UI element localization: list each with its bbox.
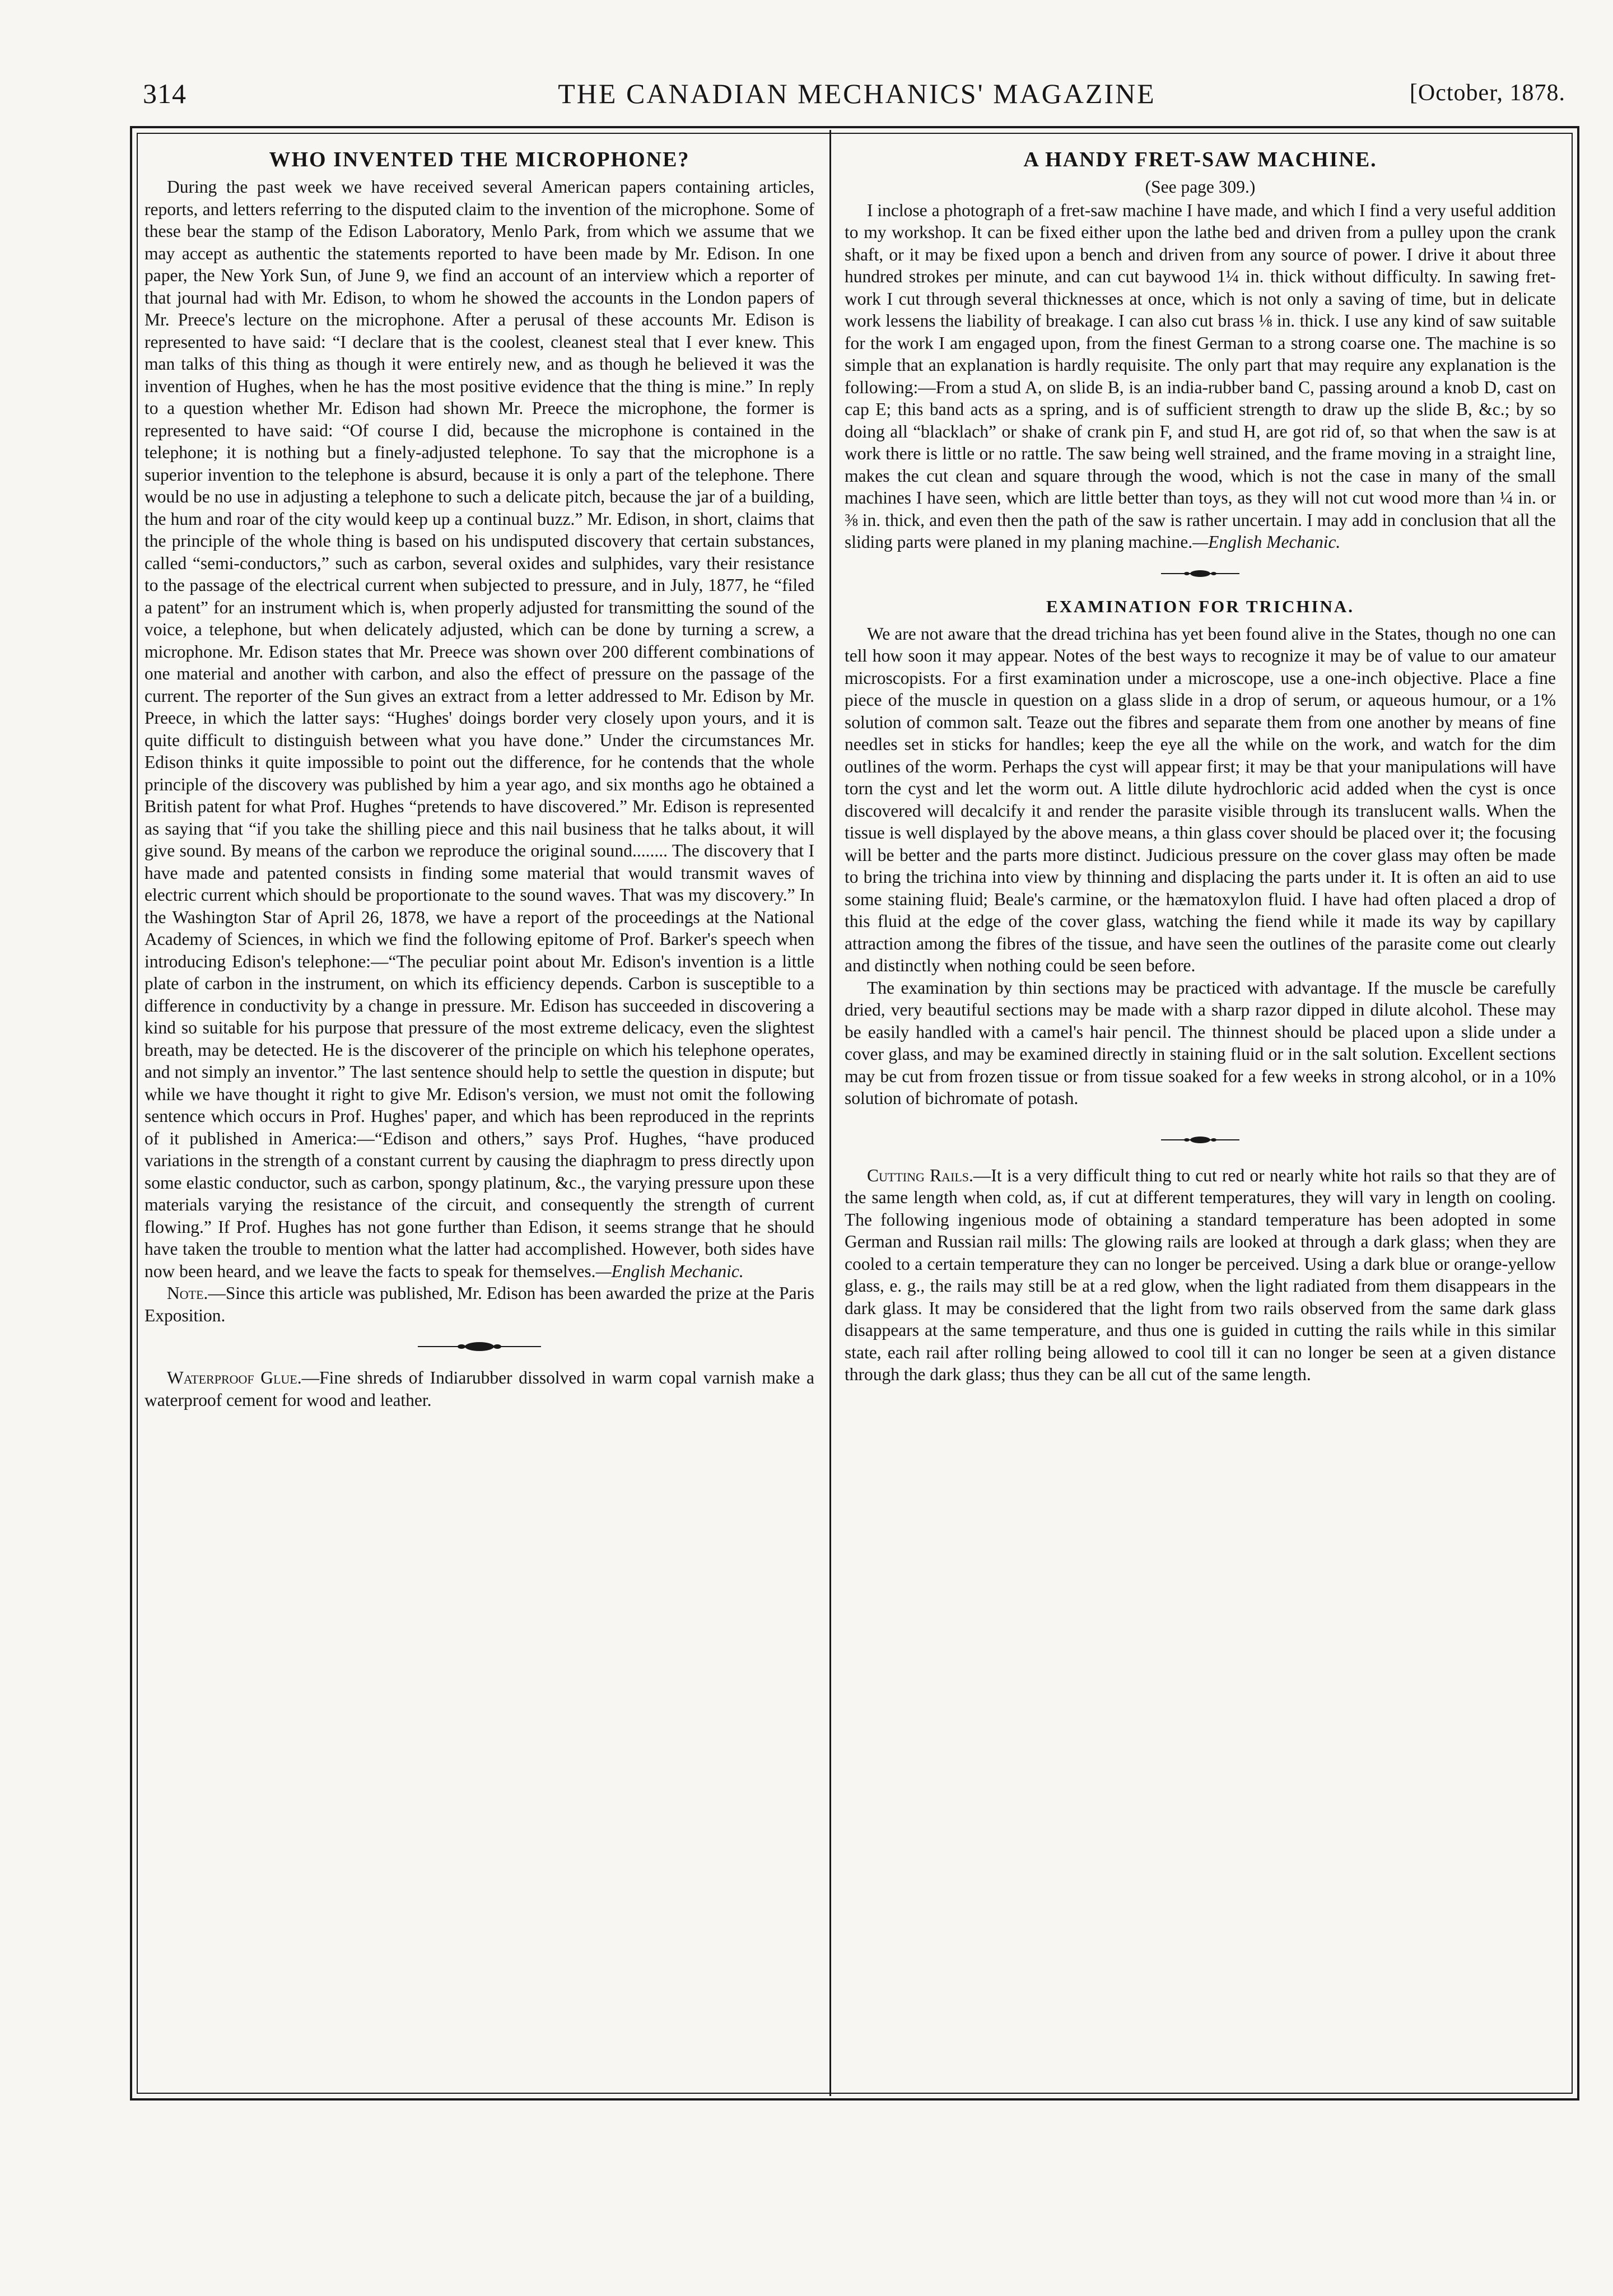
running-header <box>137 72 1577 117</box>
glue-label: Waterproof Glue. <box>167 1368 302 1387</box>
trichina-article-title: EXAMINATION FOR TRICHINA. <box>1046 596 1355 616</box>
section-ornament <box>1139 566 1262 581</box>
page-number: 314 <box>143 78 187 109</box>
issue-date: [October, 1878. <box>1409 80 1565 106</box>
trichina-paragraph-1: We are not aware that the dread trichina has yet been found alive in the States, though no one can tell how soon it may appear. Notes of the best ways to recognize it may be of value to our amateur microscopists. For a first examination under a microscope, use a one-inch objective. Place a fine piece of the muscle in question on a glass slide in a drop of serum, or aqueous humour, or a 1% solution of common salt. Teaze out the fibres and separate them from one another by means of fine needles set in sticks for handles; keep the eye all the while on the work, and watch for the dim outlines of the worm. Perhaps the cyst will appear first; it may be that your manipulations will have torn the cyst and let the worm out. A little dilute hydrochloric acid added when the cyst is once discovered will decalcify it and render the parasite visible through its translucent walls. When the tissue is well displayed by the above means, a thin glass cover should be placed over it; the focusing will be better and the parts more distinct. Judicious pressure on the cover glass may often be made to bring the trichina into view by thinning and displacing the parts under it. It is often an aid to use some staining fluid; Beale's carmine, or the hæmatoxylon fluid. I have had often placed a drop of this fluid at the edge of the cover glass, watching the fiend while it made its way by capillary attraction among the fibres of the tissue, and have seen the outlines of the parasite come out clearly and distinctly when nothing could be seen before. <box>845 623 1556 975</box>
fretsaw-paragraph: I inclose a photograph of a fret-saw machine I have made, and which I find a very useful addition to my workshop. It can be fixed either upon the lathe bed and driven from a pulley upon the crank shaft, or it may be fixed upon a bench and driven from any source of power. I drive it about three hundred strokes per minute, and can cut baywood 1¼ in. thick without difficulty. In sawing fret-work I cut through several thicknesses at once, which is not only a saving of time, but in delicate work lessens the liability of breakage. I can also cut brass ⅛ in. thick. I use any kind of saw suitable for the work I am engaged upon, from the finest German to a strong coarse one. The machine is so simple that an explanation is hardly requisite. The only part that may require any explanation is the following:—From a stud A, on slide B, is an india-rubber band C, passing around a knob D, cast on cap E; this band acts as a spring, and is of sufficient strength to draw up the slide B, &c.; by so doing all “blacklach” or shake of crank pin F, and stud H, are got rid of, so that when the saw is at work there is little or no rattle. The saw being well strained, and the frame moving in a straight line, makes the cut clean and square through the wood, which is not the case in many of the small machines I have seen, which are little better than toys, as they will not cut wood more than ¼ in. or ⅜ in. thick, and even then the path of the saw is rather uncertain. I may add in conclusion that all the sliding parts were planed in my planing machine. <box>845 200 1556 552</box>
fretsaw-subtitle: (See page 309.) <box>1145 177 1256 197</box>
microphone-note <box>144 1282 814 1326</box>
fretsaw-signature: —English Mechanic. <box>1192 532 1341 552</box>
section-ornament <box>1139 1132 1262 1148</box>
rails-text: —It is a very difficult thing to cut red or nearly white hot rails so that they are of the same length when cold, as, if cut at different temperatures, they will vary in length on cooling. The following ingenious mode of obtaining a standard temperature has been adopted in some German and Russian rail mills: The glowing rails are looked at through a dark glass; when they are cooled to a certain temperature they can no longer be perceived. Using a dark blue or orange-yellow glass, e. g., the rails may still be at a red glow, when the light radiated from them disappears in the dark glass. It may be considered that the light from two rails observed from the same dark glass disappears at the same temperature, and thus one is guided in cutting the rails while in this similar state, each rail after rolling being allowed to cool till it can no longer be seen at a given distance through the dark glass; thus they can be all cut of the same length. <box>845 1165 1556 1384</box>
fretsaw-article-body <box>845 199 1556 553</box>
section-ornament <box>418 1339 541 1354</box>
left-column <box>144 147 814 1411</box>
glue-text: —Fine shreds of Indiarubber dissolved in warm copal varnish make a waterproof cement for wood and leather. <box>144 1368 814 1410</box>
waterproof-glue-item <box>144 1367 814 1411</box>
microphone-article-body <box>144 176 814 1282</box>
column-rule <box>829 130 831 2096</box>
microphone-paragraph: During the past week we have received several American papers containing articles, reports, and letters referring to the disputed claim to the invention of the microphone. Some of these bear the stamp of the Edison Laboratory, Menlo Park, from which we assume that we may accept as authentic the statements reported to have been made by Mr. Edison. In one paper, the New York Sun, of June 9, we find an account of an interview which a reporter of that journal had with Mr. Edison, to whom he showed the accounts in the London papers of Mr. Preece's lecture on the microphone. After a perusal of these accounts Mr. Edison is represented to have said: “I declare that is the coolest, cleanest steal that I ever knew. This man talks of this thing as though it were entirely new, and as though he believed it was the invention of Hughes, when he has the most positive evidence that the thing is mine.” In reply to a question whether Mr. Edison had shown Mr. Preece the microphone, the former is represented to have said: “Of course I did, because the microphone is contained in the telephone; it is nothing but a finely-adjusted telephone. To say that the microphone is a superior invention to the telephone is absurd, because it is only a part of the telephone. There would be no use in adjusting a telephone to such a delicate pitch, because the jar of a building, the hum and roar of the city would keep up a continual buzz.” Mr. Edison, in short, claims that the principle of the whole thing is based on his undisputed discovery that certain substances, called “semi-conductors,” such as carbon, several oxides and sulphides, vary their resistance to the passage of the electrical current when subjected to pressure, and in July, 1877, he “filed a patent” for an instrument which is, when properly adjusted for transmitting the sound of the voice, a telephone, but when delicately adjusted, which can be done by turning a screw, a microphone. Mr. Edison states that Mr. Preece was shown over 200 different combinations of one material and another with carbon, and also the effect of pressure on the passage of the current. The reporter of the Sun gives an extract from a letter addressed to Mr. Edison by Mr. Preece, in which the latter says: “Hughes' doings border very closely upon yours, and it is quite difficult to distinguish between what you have done.” Under the circumstances Mr. Edison thinks it quite impossible to point out the difference, for he contends that the whole principle of the discovery was published by him a year ago, and six months ago he obtained a British patent for what Prof. Hughes “pretends to have discovered.” Mr. Edison is represented as saying that “if you take the shilling piece and this nail business that he talks about, it will give sound. By means of the carbon we reproduce the original sound........ The discovery that I have made and patented consists in finding some material that would transmit waves of electric current which should be proportionate to the sound waves. That was my discovery.” In the Washington Star of April 26, 1878, we have a report of the proceedings at the National Academy of Sciences, in which we find the following epitome of Prof. Barker's speech when introducing Edison's telephone:—“The peculiar point about Mr. Edison's invention is a little plate of carbon in the instrument, on which its efficiency depends. Carbon is susceptible to a difference in conductivity by a change in pressure. Mr. Edison has succeeded in discovering a kind so suitable for his purpose that pressure of the most extreme delicacy, even the slightest breath, may be detected. He is the discoverer of the principle on which his telephone operates, and not simply an inventor.” The last sentence should help to settle the question in dispute; but while we have thought it right to give Mr. Edison's version, we must not omit the following sentence which occurs in Prof. Hughes' paper, and which has been reproduced in the reprints of it published in America:—“Edison and others,” says Prof. Hughes, “have produced variations in the strength of a constant current by causing the diaphragm to press directly upon some elastic conductor, such as carbon, spongy platinum, &c., the varying pressure upon these materials varying the resistance of the circuit, and consequently the strength of current flowing.” If Prof. Hughes has not gone further than Edison, it seems strange that he should have taken the trouble to mention what the latter had accomplished. However, both sides have now been heard, and we leave the facts to speak for themselves. <box>144 177 814 1281</box>
fretsaw-article-title: A HANDY FRET-SAW MACHINE. <box>1023 148 1377 171</box>
magazine-title: THE CANADIAN MECHANICS' MAGAZINE <box>558 78 1156 109</box>
note-text: —Since this article was published, Mr. Edison has been awarded the prize at the Paris Exposition. <box>144 1283 814 1325</box>
cutting-rails-item <box>845 1165 1556 1386</box>
trichina-paragraph-2: The examination by thin sections may be practiced with advantage. If the muscle be carefully dried, very beautiful sections may be made with a sharp razor dipped in dilute alcohol. These may be easily handled with a camel's hair pencil. The thinnest should be placed upon a slide under a cover glass, and may be examined directly in staining fluid or in the salt solution. Excellent sections may be cut from frozen tissue or from tissue soaked for a few weeks in strong alcohol, or in a 10% solution of bichromate of potash. <box>845 977 1556 1108</box>
microphone-article-title: WHO INVENTED THE MICROPHONE? <box>269 148 690 171</box>
rails-label: Cutting Rails. <box>867 1165 973 1185</box>
note-label: Note. <box>167 1283 208 1303</box>
microphone-signature: —English Mechanic. <box>595 1261 744 1281</box>
right-column <box>845 147 1556 1386</box>
